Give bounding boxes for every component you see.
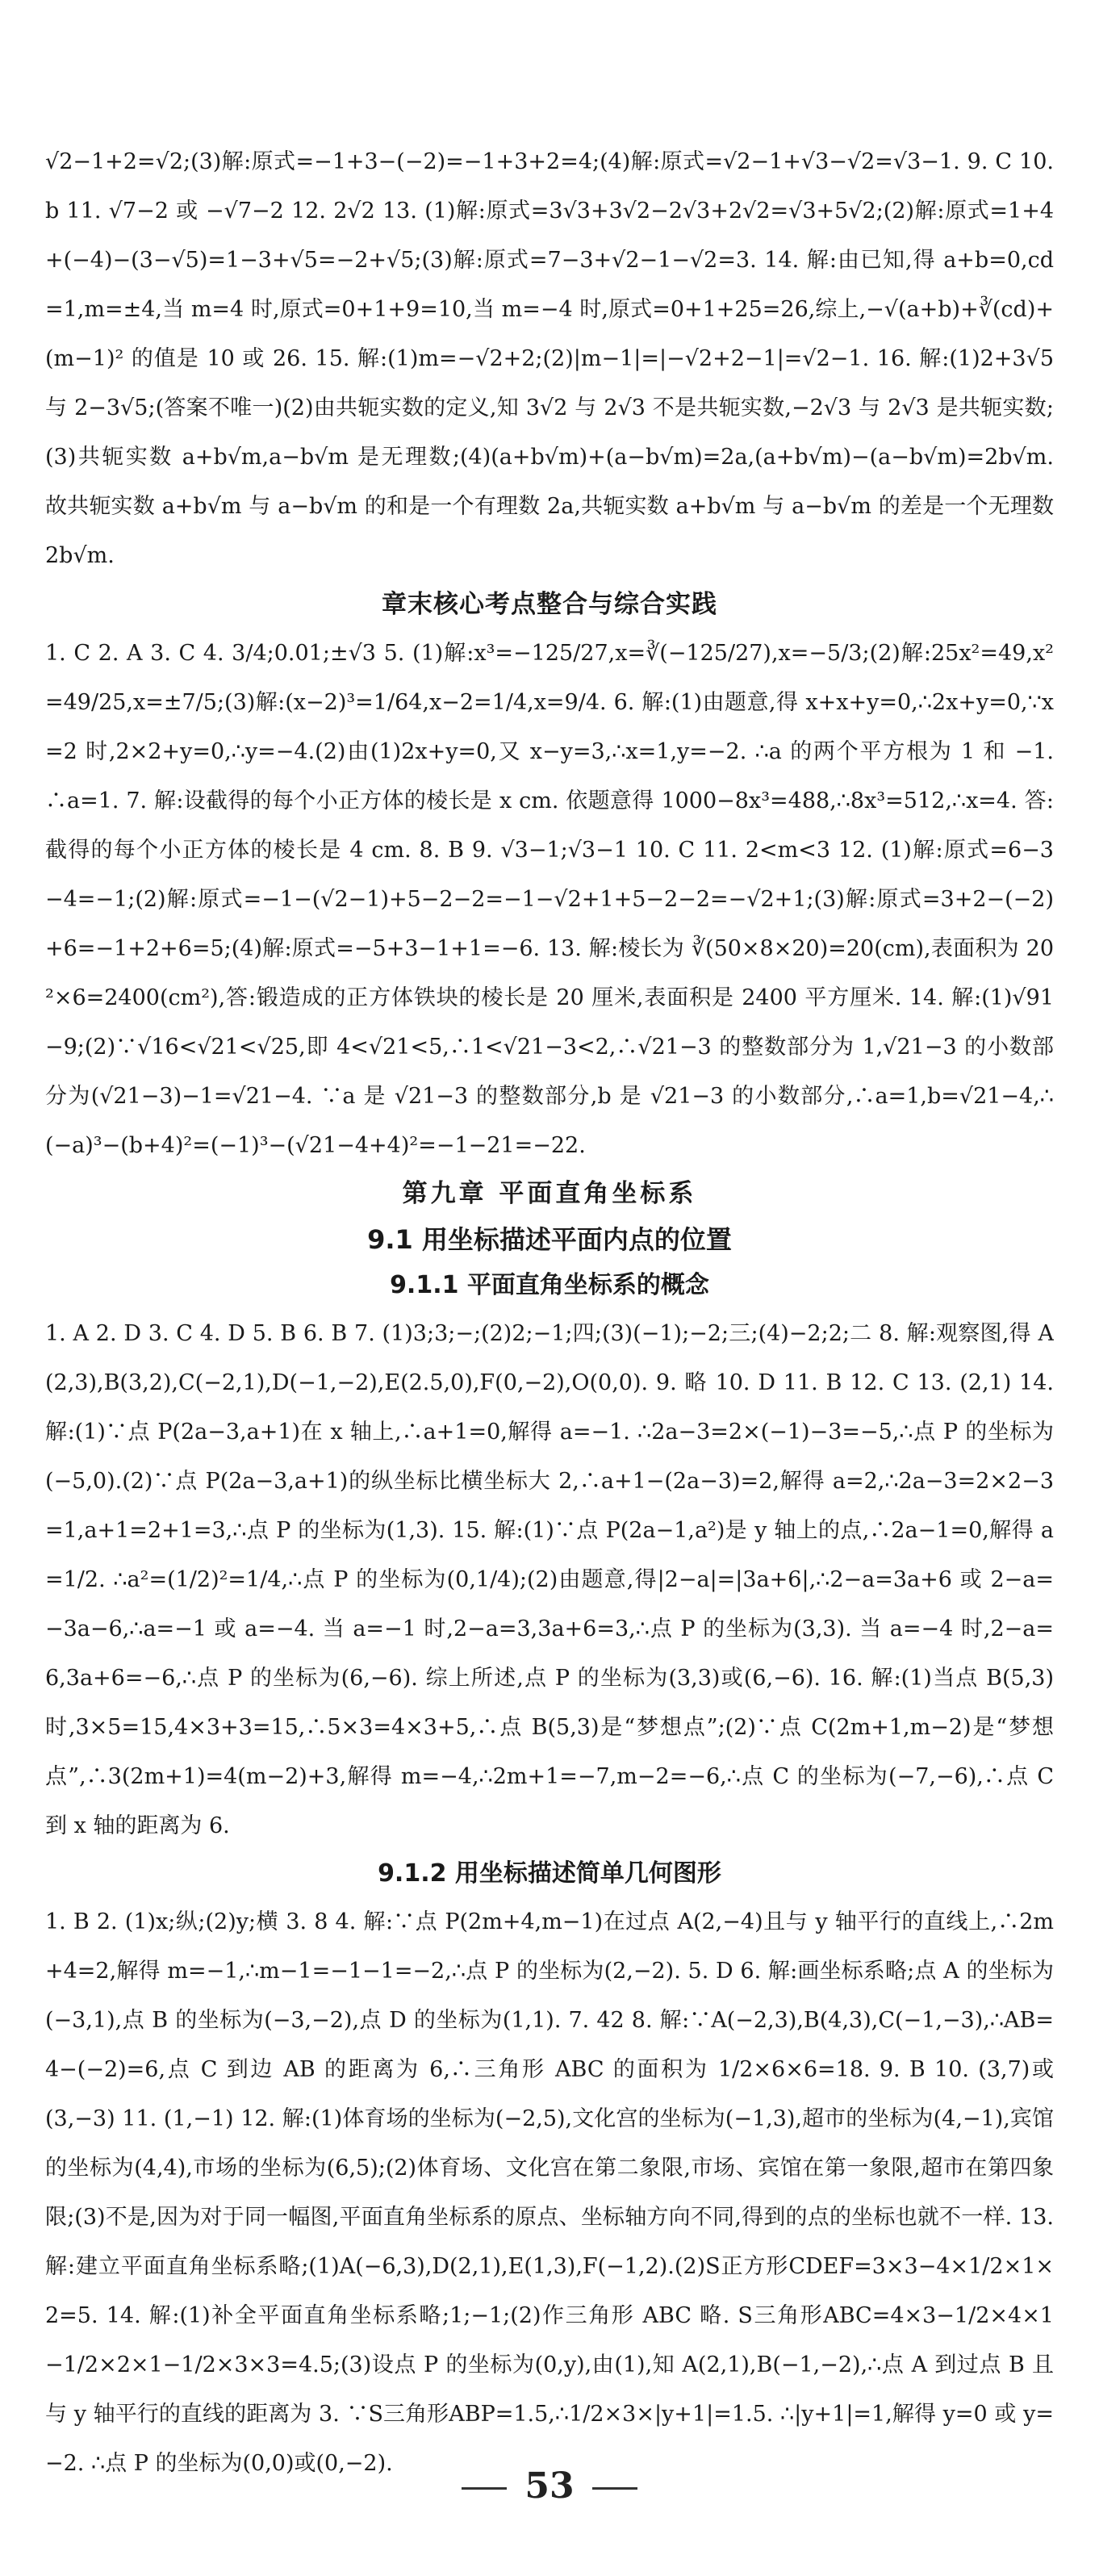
footer-dash-left xyxy=(462,2487,507,2490)
section-title: 9.1 用坐标描述平面内点的位置 xyxy=(367,1224,732,1255)
answer-paragraph-chapter-review: 1. C 2. A 3. C 4. 3/4;0.01;±√3 5. (1)解:x³=−125/27,x=∛(−125/27),x=−5/3;(2)解:25x²=49,x²=49/25,x=±7/5;(3)解:(x−2)³=1/64,x−2=1/4,x=9/4. 6. 解:(1)由题意,得 x+x+y=0,∴2x+y=0,∵x=2 时,2×2+y=0,∴y=−4.(2)由(1)2x+y=0,又 x−y=3,∴x=1,y=−2. ∴a 的两个平方根为 1 和 −1. ∴a=1. 7. 解:设截得的每个小正方体的棱长是 x cm. 依题意得 1000−8x³=488,∴8x³=512,∴x=4. 答:截得的每个小正方体的棱长是 4 cm. 8. B 9. √3−1;√3−1 10. C 11. 2<m<3 12. (1)解:原式=6−3−4=−1;(2)解:原式=−1−(√2−1)+5−2−2=−1−√2+1+5−2−2=−√2+1;(3)解:原式=3+2−(−2)+6=−1+2+6=5;(4)解:原式=−5+3−1+1=−6. 13. 解:棱长为 ∛(50×8×20)=20(cm),表面积为 20²×6=2400(cm²),答:锻造成的正方体铁块的棱长是 20 厘米,表面积是 2400 平方厘米. 14. 解:(1)√91−9;(2)∵√16<√21<√25,即 4<√21<5,∴1<√21−3<2,∴√21−3 的整数部分为 1,√21−3 的小数部分为(√21−3)−1=√21−4. ∵a 是 √21−3 的整数部分,b 是 √21−3 的小数部分,∴a=1,b=√21−4,∴(−a)³−(b+4)²=(−1)³−(√21−4+4)²=−1−21=−22. xyxy=(45,641,1054,1158)
chapter-review-heading: 章末核心考点整合与综合实践 xyxy=(382,590,717,619)
chapter-title: 第九章 平面直角坐标系 xyxy=(402,1179,697,1208)
subsection-title-9-1-1: 9.1.1 平面直角坐标系的概念 xyxy=(390,1271,709,1299)
page-footer xyxy=(0,2465,1099,2507)
answer-paragraph-9-1-2: 1. B 2. (1)x;纵;(2)y;横 3. 8 4. 解:∵点 P(2m+4,m−1)在过点 A(2,−4)且与 y 轴平行的直线上,∴2m+4=2,解得 m=−1,∴m−1=−1−1=−2,∴点 P 的坐标为(2,−2). 5. D 6. 解:画坐标系略;点 A 的坐标为(−3,1),点 B 的坐标为(−3,−2),点 D 的坐标为(1,1). 7. 42 8. 解:∵A(−2,3),B(4,3),C(−1,−3),∴AB=4−(−2)=6,点 C 到边 AB 的距离为 6,∴三角形 ABC 的面积为 1/2×6×6=18. 9. B 10. (3,7)或(3,−3) 11. (1,−1) 12. 解:(1)体育场的坐标为(−2,5),文化宫的坐标为(−1,3),超市的坐标为(4,−1),宾馆的坐标为(4,4),市场的坐标为(6,5);(2)体育场、文化宫在第二象限,市场、宾馆在第一象限,超市在第四象限;(3)不是,因为对于同一幅图,平面直角坐标系的原点、坐标轴方向不同,得到的点的坐标也就不一样. 13. 解:建立平面直角坐标系略;(1)A(−6,3),D(2,1),E(1,3),F(−1,2).(2)S正方形CDEF=3×3−4×1/2×1×2=5. 14. 解:(1)补全平面直角坐标系略;1;−1;(2)作三角形 ABC 略. S三角形ABC=4×3−1/2×4×1−1/2×2×1−1/2×3×3=4.5;(3)设点 P 的坐标为(0,y),由(1),知 A(2,1),B(−1,−2),∴点 A 到过点 B 且与 y 轴平行的直线的距离为 3. ∵S三角形ABP=1.5,∴1/2×3×|y+1|=1.5. ∴|y+1|=1,解得 y=0 或 y=−2. ∴点 P 的坐标为(0,0)或(0,−2). xyxy=(45,1909,1054,2476)
answer-page xyxy=(45,137,1054,2526)
page-number: 53 xyxy=(524,2465,575,2507)
footer-dash-right xyxy=(592,2487,637,2490)
subsection-title-9-1-2: 9.1.2 用坐标描述简单几何图形 xyxy=(378,1859,721,1888)
answer-paragraph-chapter8-tail: √2−1+2=√2;(3)解:原式=−1+3−(−2)=−1+3+2=4;(4)解:原式=√2−1+√3−√2=√3−1. 9. C 10. b 11. √7−2 或 −√7−2 12. 2√2 13. (1)解:原式=3√3+3√2−2√3+2√2=√3+5√2;(2)解:原式=1+4+(−4)−(3−√5)=1−3+√5=−2+√5;(3)解:原式=7−3+√2−1−√2=3. 14. 解:由已知,得 a+b=0,cd=1,m=±4,当 m=4 时,原式=0+1+9=10,当 m=−4 时,原式=0+1+25=26,综上,−√(a+b)+∛(cd)+(m−1)² 的值是 10 或 26. 15. 解:(1)m=−√2+2;(2)|m−1|=|−√2+2−1|=√2−1. 16. 解:(1)2+3√5 与 2−3√5;(答案不唯一)(2)由共轭实数的定义,知 3√2 与 2√3 不是共轭实数,−2√3 与 2√3 是共轭实数;(3)共轭实数 a+b√m,a−b√m 是无理数;(4)(a+b√m)+(a−b√m)=2a,(a+b√m)−(a−b√m)=2b√m. 故共轭实数 a+b√m 与 a−b√m 的和是一个有理数 2a,共轭实数 a+b√m 与 a−b√m 的差是一个无理数 2b√m. xyxy=(45,149,1054,568)
answer-paragraph-9-1-1: 1. A 2. D 3. C 4. D 5. B 6. B 7. (1)3;3;−;(2)2;−1;四;(3)(−1);−2;三;(4)−2;2;二 8. 解:观察图,得 A(2,3),B(3,2),C(−2,1),D(−1,−2),E(2.5,0),F(0,−2),O(0,0). 9. 略 10. D 11. B 12. C 13. (2,1) 14. 解:(1)∵点 P(2a−3,a+1)在 x 轴上,∴a+1=0,解得 a=−1. ∴2a−3=2×(−1)−3=−5,∴点 P 的坐标为(−5,0).(2)∵点 P(2a−3,a+1)的纵坐标比横坐标大 2,∴a+1−(2a−3)=2,解得 a=2,∴2a−3=2×2−3=1,a+1=2+1=3,∴点 P 的坐标为(1,3). 15. 解:(1)∵点 P(2a−1,a²)是 y 轴上的点,∴2a−1=0,解得 a=1/2. ∴a²=(1/2)²=1/4,∴点 P 的坐标为(0,1/4);(2)由题意,得|2−a|=|3a+6|,∴2−a=3a+6 或 2−a=−3a−6,∴a=−1 或 a=−4. 当 a=−1 时,2−a=3,3a+6=3,∴点 P 的坐标为(3,3). 当 a=−4 时,2−a=6,3a+6=−6,∴点 P 的坐标为(6,−6). 综上所述,点 P 的坐标为(3,3)或(6,−6). 16. 解:(1)当点 B(5,3)时,3×5=15,4×3+3=15,∴5×3=4×3+5,∴点 B(5,3)是“梦想点”;(2)∵点 C(2m+1,m−2)是“梦想点”,∴3(2m+1)=4(m−2)+3,解得 m=−4,∴2m+1=−7,m−2=−6,∴点 C 的坐标为(−7,−6),∴点 C 到 x 轴的距离为 6. xyxy=(45,1321,1054,1838)
